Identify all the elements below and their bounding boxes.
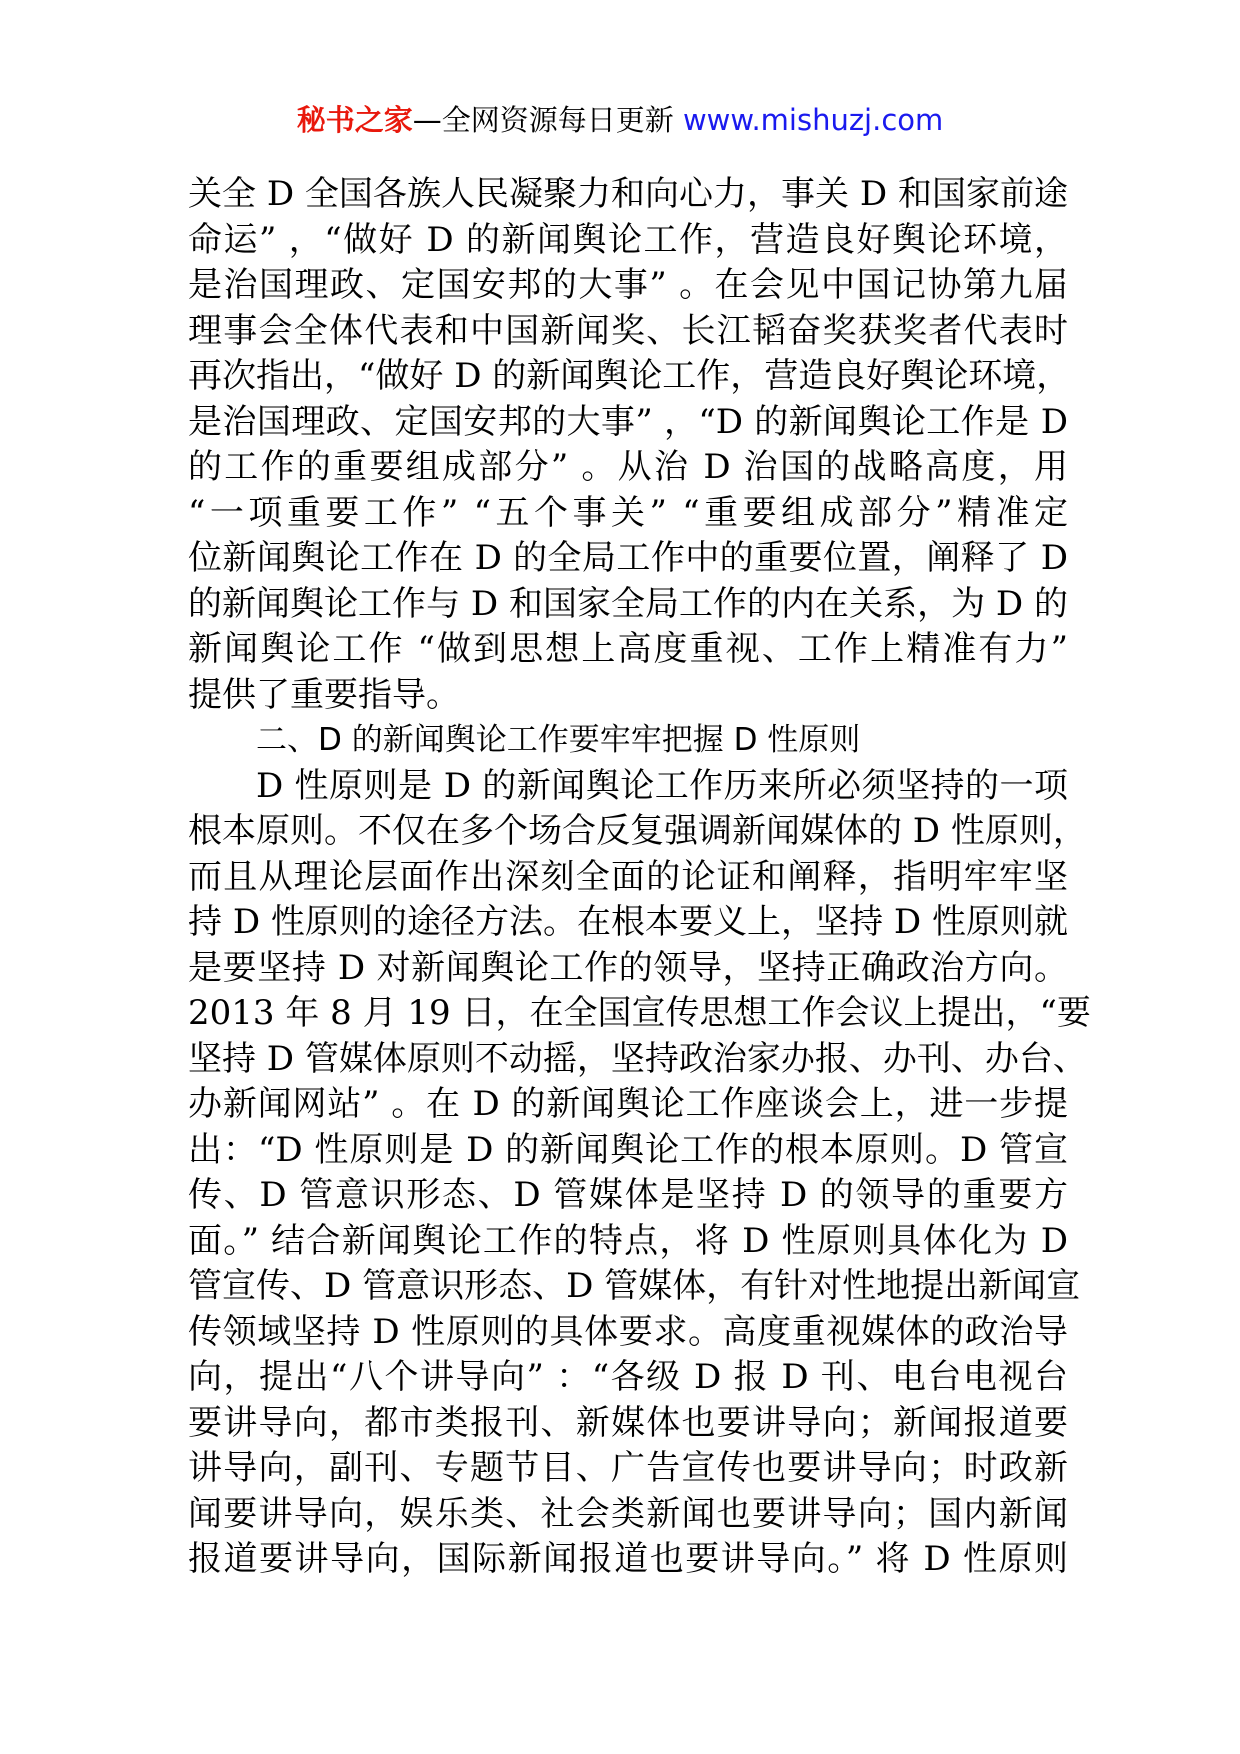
site-tagline: —全网资源每日更新	[412, 103, 674, 137]
text-line: 闻要讲导向，娱乐类、社会类新闻也要讲导向；国内新闻	[188, 1493, 1068, 1534]
text-line: 理事会全体代表和中国新闻奖、长江韬奋奖获奖者代表时	[188, 310, 1068, 351]
text-line: 再次指出，“做好 D 的新闻舆论工作，营造良好舆论环境，	[188, 356, 1071, 396]
text-line: 而且从理论层面作出深刻全面的论证和阐释，指明牢牢坚	[188, 856, 1068, 897]
text-line: 向，提出“八个讲导向” ：“各级 D 报 D 刊、电台电视台	[188, 1357, 1068, 1397]
text-line: 传、D 管意识形态、D 管媒体是坚持 D 的领导的重要方	[188, 1175, 1068, 1215]
text-line: 传领域坚持 D 性原则的具体要求。高度重视媒体的政治导	[188, 1311, 1068, 1352]
text-line: 持 D 性原则的途径方法。在根本要义上，坚持 D 性原则就	[188, 902, 1068, 942]
text-line: 的新闻舆论工作与 D 和国家全局工作的内在关系，为 D 的	[188, 583, 1068, 624]
paragraph	[188, 764, 1091, 1583]
text-line: 坚持 D 管媒体原则不动摇，坚持政治家办报、办刊、办台、	[188, 1038, 1087, 1079]
text-line: 讲导向，副刊、专题节目、广告宣传也要讲导向；时政新	[188, 1448, 1068, 1488]
text-line: 出：“D 性原则是 D 的新闻舆论工作的根本原则。D 管宣	[188, 1129, 1068, 1170]
text-line: 管宣传、D 管意识形态、D 管媒体，有针对性地提出新闻宣	[188, 1266, 1081, 1306]
paragraph	[188, 172, 1071, 718]
text-line: 面。” 结合新闻舆论工作的特点，将 D 性原则具体化为 D	[188, 1220, 1068, 1261]
text-line: 根本原则。不仅在多个场合反复强调新闻媒体的 D 性原则，	[188, 811, 1087, 851]
text-line: 是治国理政、定国安邦的大事” 。在会见中国记协第九届	[188, 265, 1068, 305]
text-line: 要讲导向，都市类报刊、新媒体也要讲导向；新闻报道要	[188, 1402, 1068, 1443]
text-line: 办新闻网站” 。在 D 的新闻舆论工作座谈会上，进一步提	[188, 1084, 1068, 1124]
text-line: 的工作的重要组成部分” 。从治 D 治国的战略高度，用	[188, 447, 1068, 487]
text-line: “一项重要工作” “五个事关” “重要组成部分”精准定	[188, 492, 1068, 533]
site-brand: 秘书之家	[296, 103, 413, 137]
text-line: 命运” ，“做好 D 的新闻舆论工作，营造良好舆论环境，	[188, 219, 1068, 260]
section-heading: 二、D 的新闻舆论工作要牢牢把握 D 性原则	[256, 722, 861, 758]
text-line: 2013 年 8 月 19 日，在全国宣传思想工作会议上提出，“要	[188, 993, 1091, 1033]
site-url-link[interactable]: www.mishuzj.com	[682, 103, 944, 137]
text-line: 位新闻舆论工作在 D 的全局工作中的重要位置，阐释了 D	[188, 538, 1068, 578]
text-line: 关全 D 全国各族人民凝聚力和向心力，事关 D 和国家前途	[188, 174, 1068, 214]
text-line: 提供了重要指导。	[188, 674, 460, 715]
text-line: 报道要讲导向，国际新闻报道也要讲导向。” 将 D 性原则	[188, 1539, 1068, 1579]
text-line: 是治国理政、定国安邦的大事” ，“D 的新闻舆论工作是 D	[188, 401, 1068, 442]
document-body	[188, 172, 1091, 1583]
text-line: D 性原则是 D 的新闻舆论工作历来所必须坚持的一项	[256, 765, 1068, 806]
site-header	[0, 100, 1240, 140]
text-line: 是要坚持 D 对新闻舆论工作的领导，坚持正确政治方向。	[188, 947, 1068, 988]
text-line: 新闻舆论工作 “做到思想上高度重视、工作上精准有力”	[188, 629, 1068, 669]
